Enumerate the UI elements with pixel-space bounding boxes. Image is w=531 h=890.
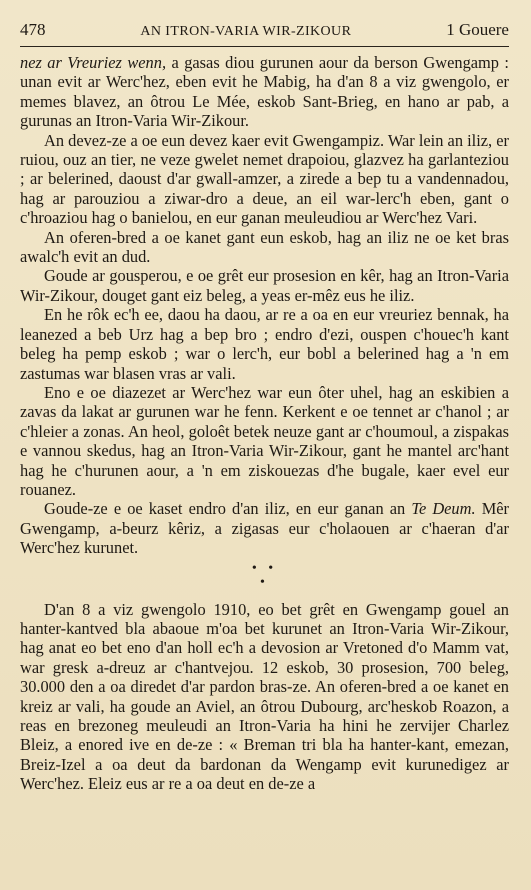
section-label: 1 Gouere [446,20,509,39]
section-divider: • • • [251,560,278,590]
italic-lead: nez ar Vreuriez wenn, [20,53,167,72]
paragraph-7 [20,499,509,557]
paragraph-8: D'an 8 a viz gwengolo 1910, eo bet grêt en Gwengamp gouel an hanter-kantved bla abaoue m'oa bet kurunet an Itron-Varia Wir-Zikour, hag anat eo bet eno d'an holl ec'h a devosion ar Vretoned d'o Mamm vat, war gresk a-dreuz ar c'hantvejou. 12 eskob, 30 prosesion, 700 beleg, 30.000 den a oa diredet d'ar pardon bras-ze. An oferen-bred a oe kanet en kreiz ar vali, ha goude an Aviel, an ôtrou Dubourg, arc'heskob Roazon, a reas en brezoneg meuleudi an Itron-Varia ha hini he zervijer Charlez Bleiz, a enored ive en de-ze : « Breman tri bla ha hanter-kant, emezan, Breiz-Izel a oa deut da bardonan da Wengamp evit kurunedigez ar Werc'hez. Eleiz eus ar re a oa deut en de-ze a [20,599,509,794]
paragraph-2: An devez-ze a oe eun devez kaer evit Gwengampiz. War lein an iliz, er ruiou, ouz an tier, ne veze gwelet nemet drapoiou, glazvez ha garlanteziou ; ar belerined, daoust d'ar gwall-amzer, a zirede a bep tu a vandennadou, hag ar parouziou a ziwar-dro a deue, an eil war-lerc'h eben, gant o c'hroaziou hag o banielou, en eur ganan meuleudiou ar Werc'hez Vari. [20,130,509,228]
running-title: AN ITRON-VARIA WIR-ZIKOUR [140,24,352,39]
paragraph-1-text: a gasas diou gurunen aour da berson Gwengamp : unan evit ar Werc'hez, eben evit he Mabig, ha d'an 8 a viz gwengolo, er memes blavez, an ôtrou Le Mée, eskob Sant-Brieg, en hano ar pab, a gurunas an Itron-Varia Wir-Zikour. [20,53,509,131]
paragraph-4: Goude ar gousperou, e oe grêt eur prosesion en kêr, hag an Itron-Varia Wir-Zikour, douget gant eiz beleg, a yeas er-mêz eus he iliz. [20,266,509,305]
paragraph-1 [20,53,509,131]
paragraph-7-before: Goude-ze e oe kaset endro d'an iliz, en eur ganan an [44,499,412,519]
paragraph-6: Eno e oe diazezet ar Werc'hez war eun ôter uhel, hag an eskibien a zavas da lakat ar gurunen war he fenn. Kerkent e oe tennet ar c'hanol ; ar c'hleier a zonas. An heol, goloêt betek neuze gant ar c'houmoul, a zispakas e vannou skedus, hag an Itron-Varia Wir-Zikour, gant he mantel arc'hant hag he c'hurunen aour, a 'n em ziskouezas d'he bugale, kaer evel eur rouanez. [20,382,509,499]
running-header [20,20,509,47]
page-number: 478 [20,20,46,39]
te-deum-italic: Te Deum. [411,499,476,519]
paragraph-5: En he rôk ec'h ee, daou ha daou, ar re a oa en eur vreuriez bennak, ha leanezed a beb Urz hag a bep bro ; endro d'ezi, ouspen c'houec'h kant beleg ha pemp eskob ; war o lerc'h, eur bobl a belerined hag a 'n em zastumas war blasen vras ar vali. [20,305,509,383]
paragraph-7-after: Mêr Gwengamp, a-beurz kêriz, a zigasas eur c'holaouen ar c'haeran d'ar Werc'hez kurunet. [20,499,509,558]
body-text [20,53,509,794]
paragraph-3: An oferen-bred a oe kanet gant eun eskob, hag an iliz ne oe ket bras awalc'h evit an dud. [20,227,509,267]
